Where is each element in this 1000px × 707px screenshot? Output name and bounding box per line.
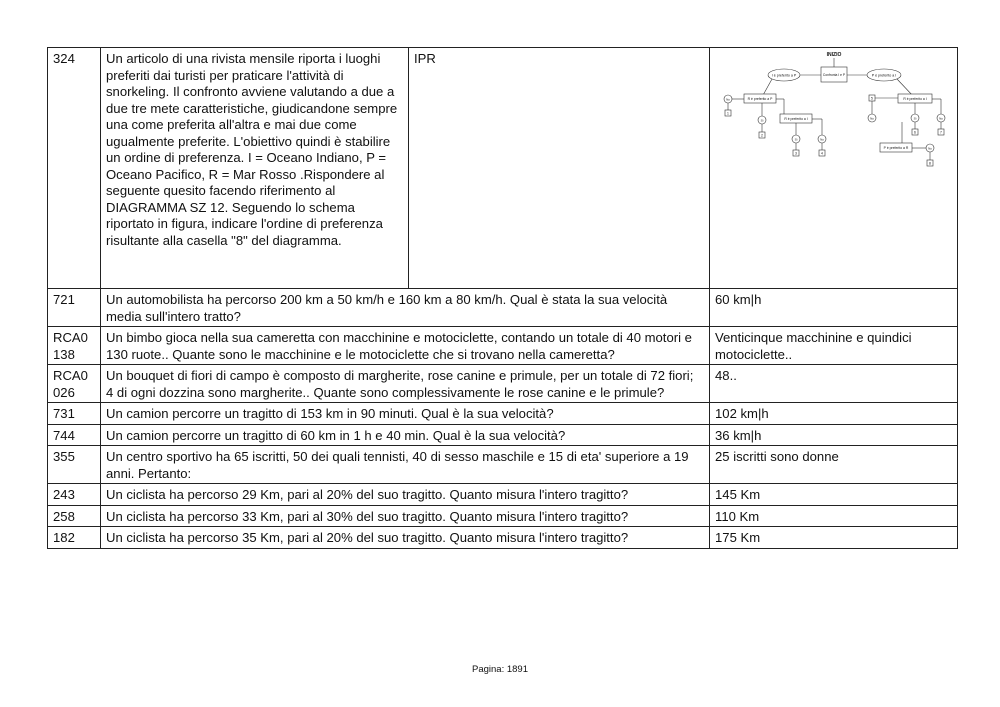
- table-row: [48, 365, 958, 403]
- diagram-start-label: INIZIO: [826, 52, 842, 58]
- diagram-no: No: [726, 97, 730, 102]
- diagram-box-label: 6: [914, 130, 916, 135]
- table-row: [48, 484, 958, 506]
- table-row: [48, 446, 958, 484]
- row-id: 324: [48, 48, 101, 289]
- row-answer: 48..: [710, 365, 958, 403]
- row-answer: 36 km|h: [710, 424, 958, 446]
- table-row: [48, 505, 958, 527]
- row-question: Un ciclista ha percorso 33 Km, pari al 30% del suo tragitto. Quanto misura l'intero tragitto?: [101, 505, 710, 527]
- diagram-box-label: 3: [795, 151, 797, 156]
- diagram-r-over-i: R è preferito a I: [784, 117, 808, 121]
- row-question: Un bouquet di fiori di campo è composto di margherite, rose canine e primule, per un totale di 72 fiori; 4 di ogni dozzina sono margherite.. Quante sono complessivamente le rose canine e le primule?: [101, 365, 710, 403]
- row-question: Un ciclista ha percorso 35 Km, pari al 20% del suo tragitto. Quanto misura l'intero tragitto?: [101, 527, 710, 549]
- diagram-yes: Sì: [760, 118, 764, 123]
- table-row: [48, 327, 958, 365]
- diagram-yes: Sì: [794, 137, 798, 142]
- diagram-no: No: [939, 116, 943, 121]
- table-row: [48, 48, 958, 289]
- row-id: RCA0 026: [48, 365, 101, 403]
- row-answer: 175 Km: [710, 527, 958, 549]
- row-question: Un automobilista ha percorso 200 km a 50 km/h e 160 km a 80 km/h. Qual è stata la sua velocità media sull'intero tratto?: [101, 289, 710, 327]
- diagram-no: No: [820, 137, 824, 142]
- table-row: [48, 527, 958, 549]
- diagram-cell: [710, 48, 958, 289]
- diagram-i-over-p: I è preferito a P: [771, 73, 797, 78]
- page-number: Pagina: 1891: [472, 664, 528, 675]
- diagram-box-label: 1: [727, 111, 729, 116]
- row-question: Un camion percorre un tragitto di 153 km in 90 minuti. Qual è la sua velocità?: [101, 403, 710, 425]
- row-id: 721: [48, 289, 101, 327]
- row-answer: 102 km|h: [710, 403, 958, 425]
- row-id: 744: [48, 424, 101, 446]
- diagram-no: No: [928, 146, 932, 151]
- diagram-compare-label: Confronta I e P: [822, 73, 846, 77]
- row-answer: Venticinque macchinine e quindici motociclette..: [710, 327, 958, 365]
- row-question: Un articolo di una rivista mensile riporta i luoghi preferiti dai turisti per praticare l'attività di snorkeling. Il confronto avviene valutando a due a due tre mete caratteristiche, giudicandone sempre una come preferita all'altra e mai due come ugualmente preferite. L'obiettivo quindi è stabilire un ordine di preferenza. I = Oceano Indiano, P = Oceano Pacifico, R = Mar Rosso .Rispondere al seguente quesito facendo riferimento al DIAGRAMMA SZ 12. Seguendo lo schema riportato in figura, indicare l'ordine di preferenza risultante alla casella "8" del diagramma.: [101, 48, 409, 289]
- row-answer: 25 iscritti sono donne: [710, 446, 958, 484]
- diagram-p-over-r: P è preferito a R: [883, 146, 909, 150]
- diagram-box-label: 2: [761, 133, 763, 138]
- row-question: Un camion percorre un tragitto di 60 km in 1 h e 40 min. Qual è la sua velocità?: [101, 424, 710, 446]
- table-row: [48, 403, 958, 425]
- flow-diagram: [712, 50, 952, 180]
- diagram-box-label: 4: [821, 151, 823, 156]
- diagram-p-over-i: P è preferito a I: [871, 73, 897, 78]
- row-id: 182: [48, 527, 101, 549]
- table-row: [48, 424, 958, 446]
- diagram-box-8-label: 8: [929, 161, 931, 166]
- diagram-r-over-i-right: R è preferito a I: [903, 97, 927, 101]
- diagram-r-over-p: R è preferito a P: [747, 97, 773, 101]
- diagram-box-label: 5: [871, 96, 873, 101]
- row-question: Un bimbo gioca nella sua cameretta con macchinine e motociclette, contando un totale di 40 motori e 130 ruote.. Quante sono le macchinine e le motociclette che si trovano nella cameretta?: [101, 327, 710, 365]
- table-row: [48, 289, 958, 327]
- row-answer: IPR: [409, 48, 710, 289]
- questions-table: [47, 47, 958, 549]
- row-answer: 110 Km: [710, 505, 958, 527]
- row-id: 243: [48, 484, 101, 506]
- row-id: RCA0 138: [48, 327, 101, 365]
- diagram-yes: Sì: [913, 116, 917, 121]
- diagram-no: No: [870, 116, 874, 121]
- row-id: 731: [48, 403, 101, 425]
- row-id: 258: [48, 505, 101, 527]
- row-answer: 60 km|h: [710, 289, 958, 327]
- row-question: Un centro sportivo ha 65 iscritti, 50 dei quali tennisti, 40 di sesso maschile e 15 di eta' superiore a 19 anni. Pertanto:: [101, 446, 710, 484]
- row-id: 355: [48, 446, 101, 484]
- row-question: Un ciclista ha percorso 29 Km, pari al 20% del suo tragitto. Quanto misura l'intero tragitto?: [101, 484, 710, 506]
- row-answer: 145 Km: [710, 484, 958, 506]
- diagram-box-label: 7: [940, 130, 942, 135]
